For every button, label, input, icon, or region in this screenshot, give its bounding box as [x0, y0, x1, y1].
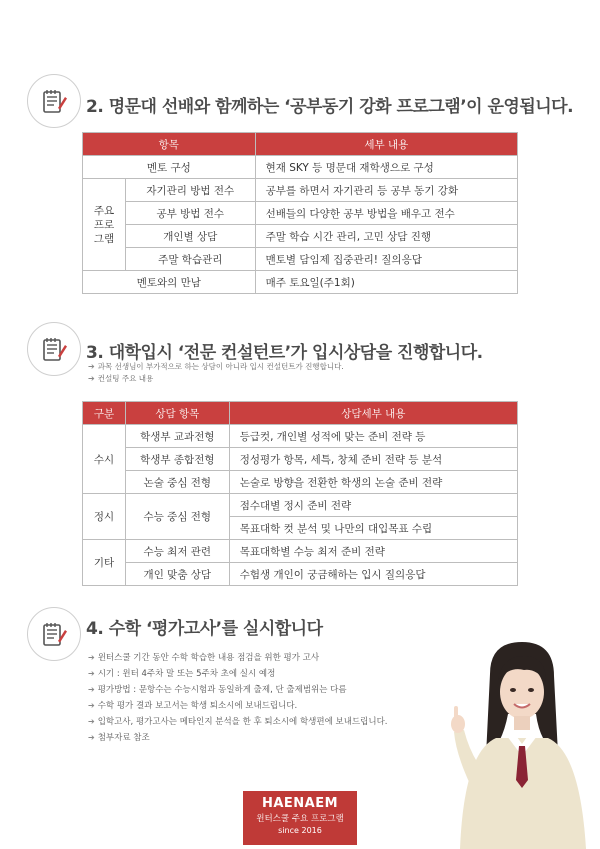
consulting-table — [82, 401, 518, 586]
arrow-icon: ➔ — [88, 669, 95, 678]
brand-since: since 2016 — [278, 826, 322, 835]
arrow-icon: ➔ — [88, 685, 95, 694]
list-item — [88, 698, 387, 714]
section-title: 3. 대학입시 ‘전문 컨설턴트’가 입시상담을 진행합니다. — [86, 343, 483, 363]
table-row — [83, 540, 518, 563]
cell-item: 개인 맞춤 상담 — [125, 563, 229, 586]
table-header-row — [83, 133, 518, 156]
header-item: 항목 — [83, 133, 256, 156]
cell-detail: 목표대학별 수능 최저 준비 전략 — [229, 540, 517, 563]
arrow-icon: ➔ — [88, 733, 95, 742]
cell-item: 자기관리 방법 전수 — [125, 179, 255, 202]
section-title: 2. 명문대 선배와 함께하는 ‘공부동기 강화 프로그램’이 운영됩니다. — [86, 97, 574, 117]
table-header-row — [83, 402, 518, 425]
table-row — [83, 271, 518, 294]
arrow-icon: ➔ — [88, 701, 95, 710]
cell-group-label: 수시 — [83, 425, 126, 494]
exam-info-list — [88, 650, 387, 746]
arrow-icon: ➔ — [88, 362, 95, 371]
brand-subtitle: 윈터스쿨 주요 프로그램 — [256, 814, 344, 824]
list-item-text: 평가방법 : 문항수는 수능시험과 동일하게 출제, 단 출제범위는 다름 — [97, 685, 347, 695]
cell-detail: 정성평가 항목, 세특, 창체 준비 전략 등 분석 — [229, 448, 517, 471]
section-title: 4. 수학 ‘평가고사’를 실시합니다 — [86, 619, 323, 639]
brand-name: HAENAEM — [261, 796, 339, 811]
cell-item: 멘토와의 만남 — [83, 271, 256, 294]
cell-detail: 매주 토요일(주1회) — [255, 271, 517, 294]
cell-detail: 등급컷, 개인별 성적에 맞는 준비 전략 등 — [229, 425, 517, 448]
cell-detail: 목표대학 컷 분석 및 나만의 대입목표 수립 — [229, 517, 517, 540]
cell-group-label: 기타 — [83, 540, 126, 586]
arrow-icon: ➔ — [88, 373, 95, 383]
cell-detail: 점수대별 정시 준비 전략 — [229, 494, 517, 517]
table-row — [83, 494, 518, 517]
notepad-icon — [27, 607, 81, 661]
cell-item: 공부 방법 전수 — [125, 202, 255, 225]
table-row — [83, 225, 518, 248]
cell-detail: 공부를 하면서 자기관리 등 공부 동기 강화 — [255, 179, 517, 202]
cell-item: 주말 학습관리 — [125, 248, 255, 271]
table-row — [83, 202, 518, 225]
note-text: 과목 선생님이 부가적으로 하는 상담이 아니라 입시 컨설턴트가 진행합니다. — [97, 362, 344, 371]
cell-item: 학생부 종합전형 — [125, 448, 229, 471]
note-text: 컨설팅 주요 내용 — [97, 373, 154, 383]
notepad-icon — [27, 322, 81, 376]
list-item — [88, 373, 344, 385]
cell-item: 논술 중심 전형 — [125, 471, 229, 494]
cell-detail: 주말 학습 시간 관리, 고민 상담 진행 — [255, 225, 517, 248]
table-row — [83, 156, 518, 179]
cell-item: 개인별 상담 — [125, 225, 255, 248]
table-row — [83, 248, 518, 271]
brand-badge — [243, 791, 357, 845]
cell-item: 학생부 교과전형 — [125, 425, 229, 448]
header-detail: 상담세부 내용 — [229, 402, 517, 425]
list-item-text: 수학 평가 결과 보고서는 학생 퇴소시에 보내드립니다. — [97, 701, 298, 711]
list-item — [88, 682, 387, 698]
cell-detail: 맨토별 담임제 집중관리! 질의응답 — [255, 248, 517, 271]
cell-item: 수능 중심 전형 — [125, 494, 229, 540]
list-item — [88, 730, 387, 746]
arrow-icon: ➔ — [88, 653, 95, 662]
table-row — [83, 471, 518, 494]
table-row — [83, 425, 518, 448]
list-item — [88, 650, 387, 666]
table-row — [83, 179, 518, 202]
table-row — [83, 563, 518, 586]
arrow-icon: ➔ — [88, 717, 95, 726]
cell-item: 수능 최저 관련 — [125, 540, 229, 563]
list-item — [88, 361, 344, 373]
cell-detail: 논술로 방향을 전환한 학생의 논술 준비 전략 — [229, 471, 517, 494]
consulting-notes — [88, 361, 344, 384]
header-detail: 세부 내용 — [255, 133, 517, 156]
list-item-text: 첨부자료 참조 — [97, 733, 150, 743]
list-item — [88, 666, 387, 682]
table-row — [83, 448, 518, 471]
header-item: 상담 항목 — [125, 402, 229, 425]
cell-detail: 선배들의 다양한 공부 방법을 배우고 전수 — [255, 202, 517, 225]
list-item — [88, 714, 387, 730]
cell-detail: 수험생 개인이 궁금해하는 입시 질의응답 — [229, 563, 517, 586]
student-illustration — [440, 634, 600, 849]
header-category: 구분 — [83, 402, 126, 425]
mentor-program-table — [82, 132, 518, 294]
cell-detail: 현재 SKY 등 명문대 재학생으로 구성 — [255, 156, 517, 179]
list-item-text: 윈터스쿨 기간 동안 수학 학습한 내용 점검을 위한 평가 고사 — [97, 653, 320, 663]
cell-group-label: 정시 — [83, 494, 126, 540]
cell-item: 멘토 구성 — [83, 156, 256, 179]
cell-group-label: 주요 프로 그램 — [83, 179, 126, 271]
list-item-text: 시기 : 윈터 4주차 말 또는 5주차 초에 실시 예정 — [97, 669, 276, 679]
notepad-icon — [27, 74, 81, 128]
list-item-text: 입학고사, 평가고사는 메타인지 분석을 한 후 퇴소시에 학생편에 보내드립니다. — [97, 717, 388, 727]
